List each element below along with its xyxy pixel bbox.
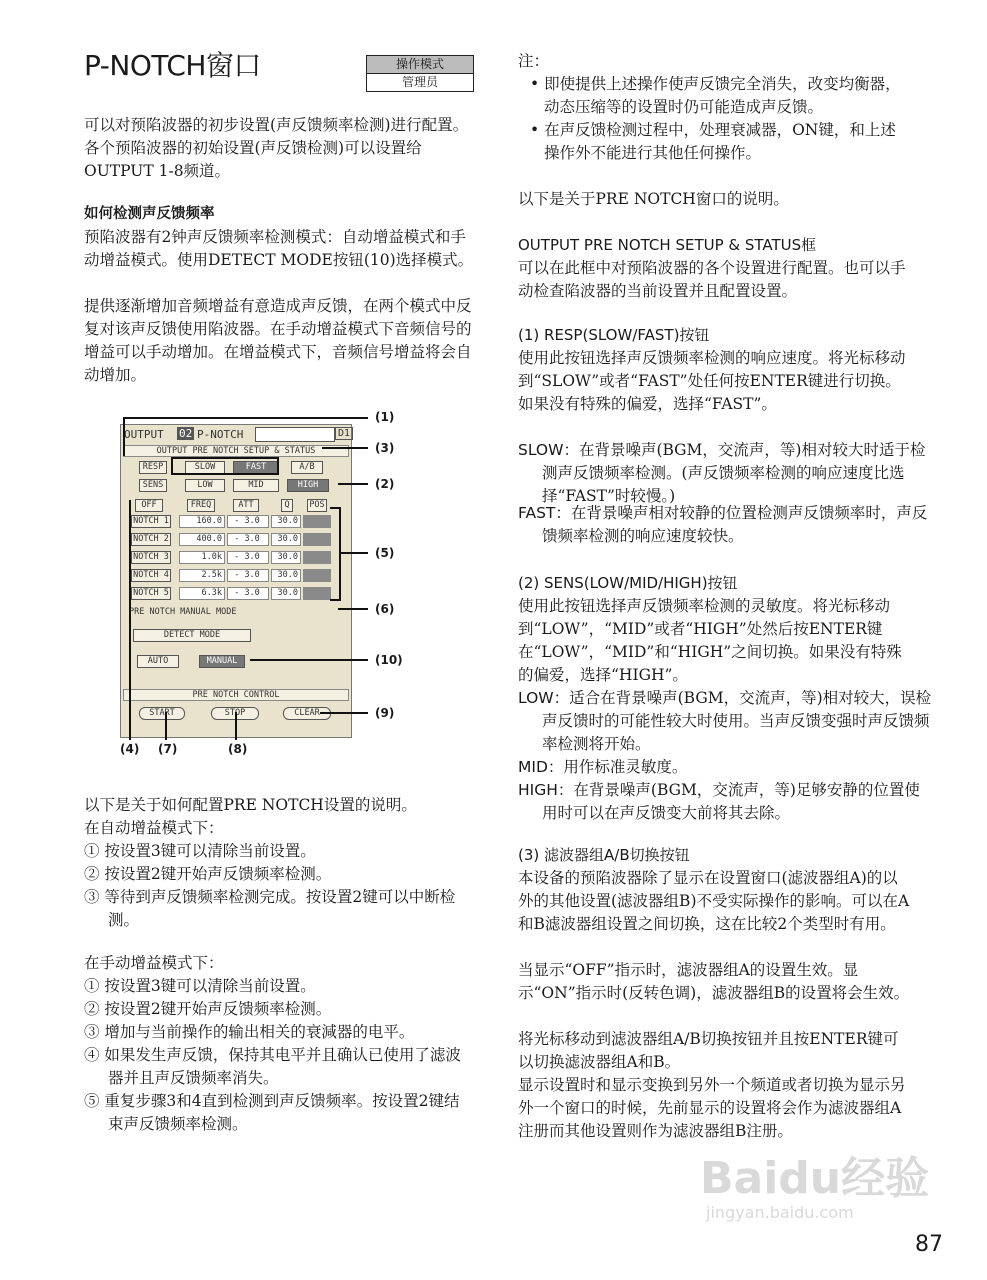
notch-att[interactable]: - 3.0 [227, 569, 269, 582]
low-definition [518, 687, 934, 756]
notch-q[interactable]: 30.0 [271, 587, 301, 600]
stop-button[interactable]: STOP [211, 707, 259, 720]
detect-paragraph-2: 提供逐渐增加音频增益有意造成声反馈，在两个模式中反复对该声反馈使用陷波器。在手动增益模式下音频信号的增益可以手动增加。在增益模式下，音频信号增益将会自动增加。 [84, 297, 472, 384]
detect-mode-label: DETECT MODE [133, 629, 251, 642]
page-title: P-NOTCH窗口 [84, 49, 261, 82]
off-indicator: OFF [135, 499, 163, 512]
resp-label: RESP [139, 461, 167, 474]
list-item: • 在声反馈检测过程中，处理衰减器，ON键，和上述操作外不能进行其他任何操作。 [530, 121, 896, 162]
window-name: P-NOTCH [197, 428, 244, 441]
setup-title: OUTPUT PRE NOTCH SETUP & STATUS [123, 445, 349, 457]
callout-1: (1) [375, 410, 395, 424]
list-item: ③ 等待到声反馈频率检测完成。按设置2键可以中断检测。 [84, 888, 456, 929]
list-item: ⑤ 重复步骤3和4直到检测到声反馈频率。按设置2键结束声反馈频率检测。 [84, 1092, 460, 1133]
mode-value: 管理员 [401, 75, 438, 89]
slow-definition [518, 439, 934, 508]
callout-8: (8) [228, 742, 248, 756]
high-term: HIGH [518, 781, 558, 799]
mid-definition [518, 756, 934, 779]
config-intro: 以下是关于如何配置PRE NOTCH设置的说明。 [84, 796, 417, 814]
mid-desc: ：用作标准灵敏度。 [547, 758, 688, 776]
notch-name: NOTCH 4 [131, 569, 171, 582]
col-freq: FREQ [187, 499, 215, 512]
callout-2: (2) [375, 477, 395, 491]
high-definition [518, 779, 934, 825]
output-number: 02 [179, 427, 193, 440]
sens-heading: (2) SENS(LOW/MID/HIGH)按钮 [518, 574, 738, 592]
slow-button[interactable]: SLOW [185, 461, 225, 474]
list-item: ④ 如果发生声反馈，保持其电平并且确认已使用了滤波器并且声反馈频率消失。 [84, 1046, 461, 1087]
resp-desc: 使用此按钮选择声反馈频率检测的响应速度。将光标移动到“SLOW”或者“FAST”处任何按ENTER键进行切换。如果没有特殊的偏爱，选择“FAST”。 [518, 349, 906, 413]
low-desc: ：适合在背景噪声(BGM，交流声，等)相对较大，误检声反馈时的可能性较大时使用。当声反馈变强时声反馈频率检测将开始。 [542, 689, 932, 753]
mode-label: 操作模式 [367, 56, 473, 74]
manual-button[interactable]: MANUAL [199, 655, 245, 668]
ab-heading: (3) 滤波器组A/B切换按钮 [518, 846, 690, 864]
slow-term: SLOW [518, 441, 564, 459]
list-item: ② 按设置2键开始声反馈频率检测。 [84, 1000, 332, 1018]
high-desc: ：在背景噪声(BGM，交流声，等)足够安静的位置使用时可以在声反馈变大前将其去除。 [542, 781, 920, 822]
auto-heading: 在自动增益模式下： [84, 819, 224, 837]
list-item: • 即使提供上述操作使声反馈完全消失，改变均衡器，动态压缩等的设置时仍可能造成声反馈。 [530, 75, 901, 116]
callout-6: (6) [375, 602, 395, 616]
ab-desc-3: 将光标移动到滤波器组A/B切换按钮并且按ENTER键可以切换滤波器组A和B。 [518, 1030, 899, 1071]
notch-freq[interactable]: 2.5k [179, 569, 225, 582]
col-att: ATT [233, 499, 259, 512]
callout-4: (4) [120, 742, 140, 756]
fast-term: FAST [518, 504, 556, 522]
ab-desc-1: 本设备的预陷波器除了显示在设置窗口(滤波器组A)的以外的其他设置(滤波器组B)不受实际操作的影响。可以在A和B滤波器组设置之间切换，这在比较2个类型时有用。 [518, 869, 910, 933]
setup-desc: 可以在此框中对预陷波器的各个设置进行配置。也可以手动检查陷波器的当前设置并且配置设置。 [518, 259, 906, 300]
page-number: 87 [915, 1232, 943, 1257]
watermark-logo: Baidu经验 [700, 1153, 930, 1204]
ab-button[interactable]: A/B [291, 461, 323, 474]
detect-heading: 如何检测声反馈频率 [84, 206, 215, 222]
notch-freq[interactable]: 1.0k [179, 551, 225, 564]
low-term: LOW [518, 689, 554, 707]
notch-att[interactable]: - 3.0 [227, 515, 269, 528]
list-item: ① 按设置3键可以清除当前设置。 [84, 842, 316, 860]
mid-term: MID [518, 758, 548, 776]
intro-paragraph: 可以对预陷波器的初步设置(声反馈频率检测)进行配置。各个预陷波器的初始设置(声反馈检测)可以设置给OUTPUT 1-8频道。 [84, 116, 469, 180]
callout-5: (5) [375, 546, 395, 560]
auto-button[interactable]: AUTO [137, 655, 179, 668]
window-intro: 以下是关于PRE NOTCH窗口的说明。 [518, 190, 789, 208]
mid-button[interactable]: MID [233, 479, 279, 492]
callout-10: (10) [375, 653, 403, 667]
resp-heading: (1) RESP(SLOW/FAST)按钮 [518, 326, 710, 344]
setup-heading: OUTPUT PRE NOTCH SETUP & STATUS框 [518, 236, 817, 254]
notch-freq[interactable]: 160.0 [179, 515, 225, 528]
notch-att[interactable]: - 3.0 [227, 587, 269, 600]
watermark [700, 1155, 929, 1222]
start-button[interactable]: START [139, 707, 185, 720]
ab-desc-4: 显示设置时和显示变换到另外一个频道或者切换为显示另外一个窗口的时候，先前显示的设置将会作为滤波器组A注册而其他设置则作为滤波器组B注册。 [518, 1076, 906, 1140]
callout-9: (9) [375, 706, 395, 720]
callout-7: (7) [158, 742, 178, 756]
notch-q[interactable]: 30.0 [271, 551, 301, 564]
output-label: OUTPUT [124, 428, 164, 441]
callout-3: (3) [375, 441, 395, 455]
notch-att[interactable]: - 3.0 [227, 551, 269, 564]
manual-heading: 在手动增益模式下： [84, 954, 224, 972]
slow-desc: ：在背景噪声(BGM，交流声，等)相对较大时适于检测声反馈频率检测。(声反馈频率检测的响应速度比选择“FAST”时较慢。) [542, 441, 926, 505]
col-q: Q [281, 499, 293, 512]
manual-mode-title: PRE NOTCH MANUAL MODE [129, 607, 237, 617]
notch-q[interactable]: 30.0 [271, 533, 301, 546]
watermark-url: jingyan.baidu.com [706, 1203, 854, 1222]
ab-desc-2: 当显示“OFF”指示时，滤波器组A的设置生效。显示“ON”指示时(反转色调)，滤波器组B的设置将会生效。 [518, 961, 910, 1002]
note-heading: 注： [518, 52, 550, 70]
detect-paragraph-1: 预陷波器有2钟声反馈频率检测模式：自动增益模式和手动增益模式。使用DETECT MODE按钮(10)选择模式。 [84, 228, 474, 269]
clear-button[interactable]: CLEAR [283, 707, 331, 720]
fast-desc: ：在背景噪声相对较静的位置检测声反馈频率时，声反馈频率检测的响应速度较快。 [542, 504, 928, 545]
notch-freq[interactable]: 6.3k [179, 587, 225, 600]
control-title: PRE NOTCH CONTROL [123, 689, 349, 701]
list-item: ③ 增加与当前操作的输出相关的衰減器的电平。 [84, 1023, 415, 1041]
list-item: ① 按设置3键可以清除当前设置。 [84, 977, 316, 995]
sens-label: SENS [139, 479, 167, 492]
low-button[interactable]: LOW [185, 479, 225, 492]
notch-name: NOTCH 1 [131, 515, 171, 528]
notch-freq[interactable]: 400.0 [179, 533, 225, 546]
high-button[interactable]: HIGH [287, 479, 329, 492]
notch-q[interactable]: 30.0 [271, 569, 301, 582]
notch-q[interactable]: 30.0 [271, 515, 301, 528]
notch-name: NOTCH 5 [131, 587, 171, 600]
notch-name: NOTCH 3 [131, 551, 171, 564]
notes-list [518, 73, 910, 165]
fast-definition [518, 502, 934, 548]
notch-att[interactable]: - 3.0 [227, 533, 269, 546]
page-tag: D1 [335, 427, 353, 440]
fast-button[interactable]: FAST [233, 461, 279, 474]
notch-name: NOTCH 2 [131, 533, 171, 546]
col-pos: POS [307, 499, 327, 512]
sens-desc: 使用此按钮选择声反馈频率检测的灵敏度。将光标移动到“LOW”，“MID”或者“HIGH”处然后按ENTER键在“LOW”，“MID”和“HIGH”之间切换。如果没有特殊的偏爱，选择“HIGH”。 [518, 597, 902, 684]
list-item: ② 按设置2键开始声反馈频率检测。 [84, 865, 332, 883]
